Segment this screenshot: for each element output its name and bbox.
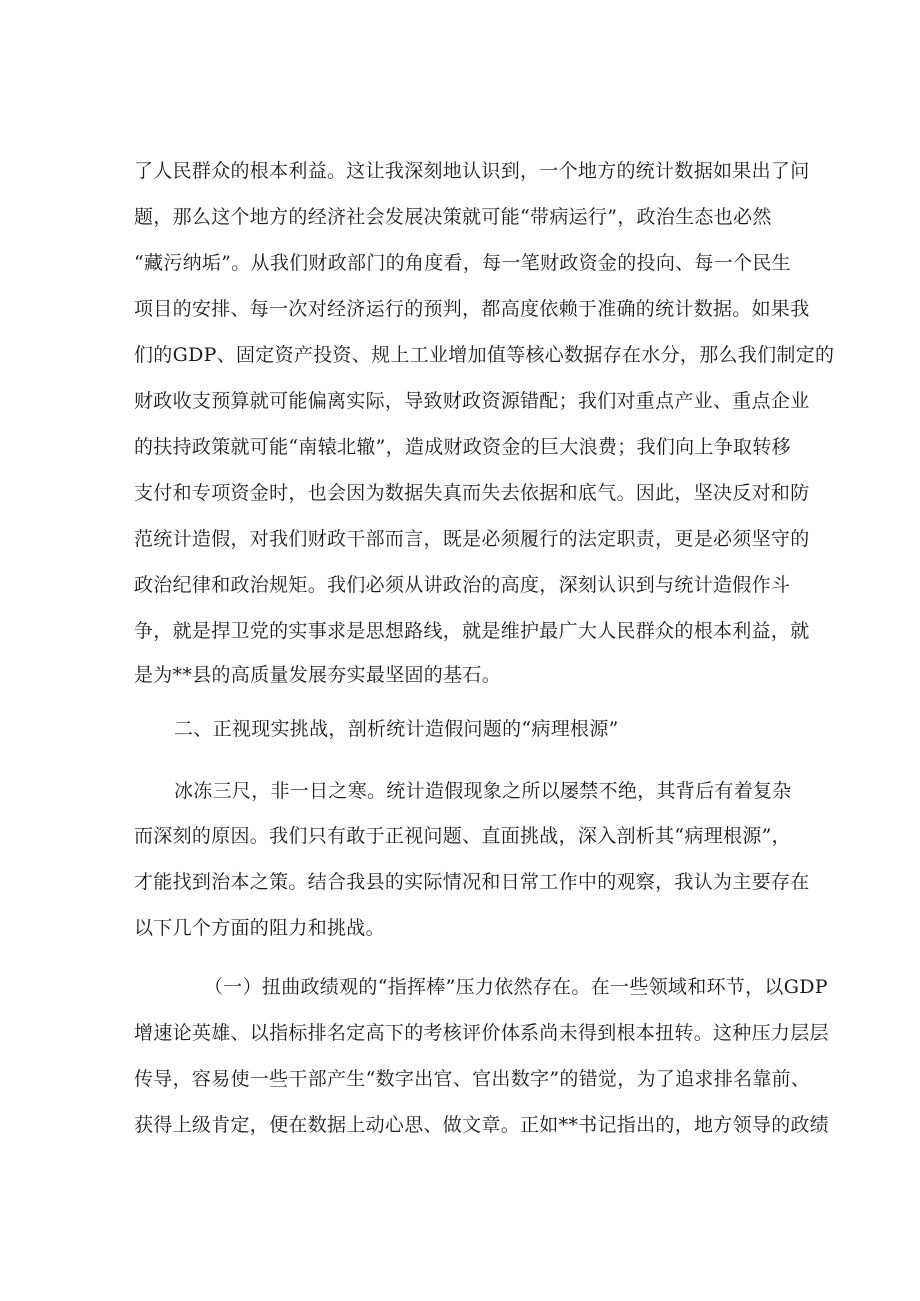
body-text-line: 冰冻三尺，非一日之寒。统计造假现象之所以屡禁不绝，其背后有着复杂 [174,780,792,802]
body-text-line: “藏污纳垢”。从我们财政部门的角度看，每一笔财政资金的投向、每一个民生 [134,252,791,274]
body-text-line: 以下几个方面的阻力和挑战。 [134,917,385,939]
section-heading: 二、正视现实挑战，剖析统计造假问题的“病理根源” [174,718,619,740]
subsection-heading-line: （一）扭曲政绩观的“指挥棒”压力依然存在。在一些领域和环节，以GDP [204,976,828,998]
body-text-line: 范统计造假，对我们财政干部而言，既是必须履行的法定职责，更是必须坚守的 [134,528,810,550]
body-text-line: 是为**县的高质量发展夯实最坚固的基石。 [134,664,502,686]
body-text-line: 才能找到治本之策。结合我县的实际情况和日常工作中的观察，我认为主要存在 [134,871,810,893]
body-text-line: 增速论英雄、以指标排名定高下的考核评价体系尚未得到根本扭转。这种压力层层 [134,1022,829,1044]
body-text-line: 争，就是捍卫党的实事求是思想路线，就是维护最广大人民群众的根本利益，就 [134,620,810,642]
body-text-line: 获得上级肯定，便在数据上动心思、做文章。正如**书记指出的，地方领导的政绩 [134,1114,830,1136]
body-text-line: 题，那么这个地方的经济社会发展决策就可能“带病运行”，政治生态也必然 [134,206,772,228]
body-text-line: 们的GDP、固定资产投资、规上工业增加值等核心数据存在水分，那么我们制定的 [134,344,835,366]
body-text-line: 项目的安排、每一次对经济运行的预判，都高度依赖于准确的统计数据。如果我 [134,298,810,320]
body-text-line: 财政收支预算就可能偏离实际，导致财政资源错配；我们对重点产业、重点企业 [134,390,810,412]
body-text-line: 支付和专项资金时，也会因为数据失真而失去依据和底气。因此，坚决反对和防 [134,482,810,504]
body-text-line: 了人民群众的根本利益。这让我深刻地认识到，一个地方的统计数据如果出了问 [134,160,810,182]
body-text-line: 传导，容易使一些干部产生“数字出官、官出数字”的错觉，为了追求排名靠前、 [134,1068,811,1090]
body-text-line: 而深刻的原因。我们只有敢于正视问题、直面挑战，深入剖析其“病理根源”， [134,825,791,847]
body-text-line: 政治纪律和政治规矩。我们必须从讲政治的高度，深刻认识到与统计造假作斗 [134,574,791,596]
body-text-line: 的扶持政策就可能“南辕北辙”，造成财政资金的巨大浪费；我们向上争取转移 [134,436,791,458]
